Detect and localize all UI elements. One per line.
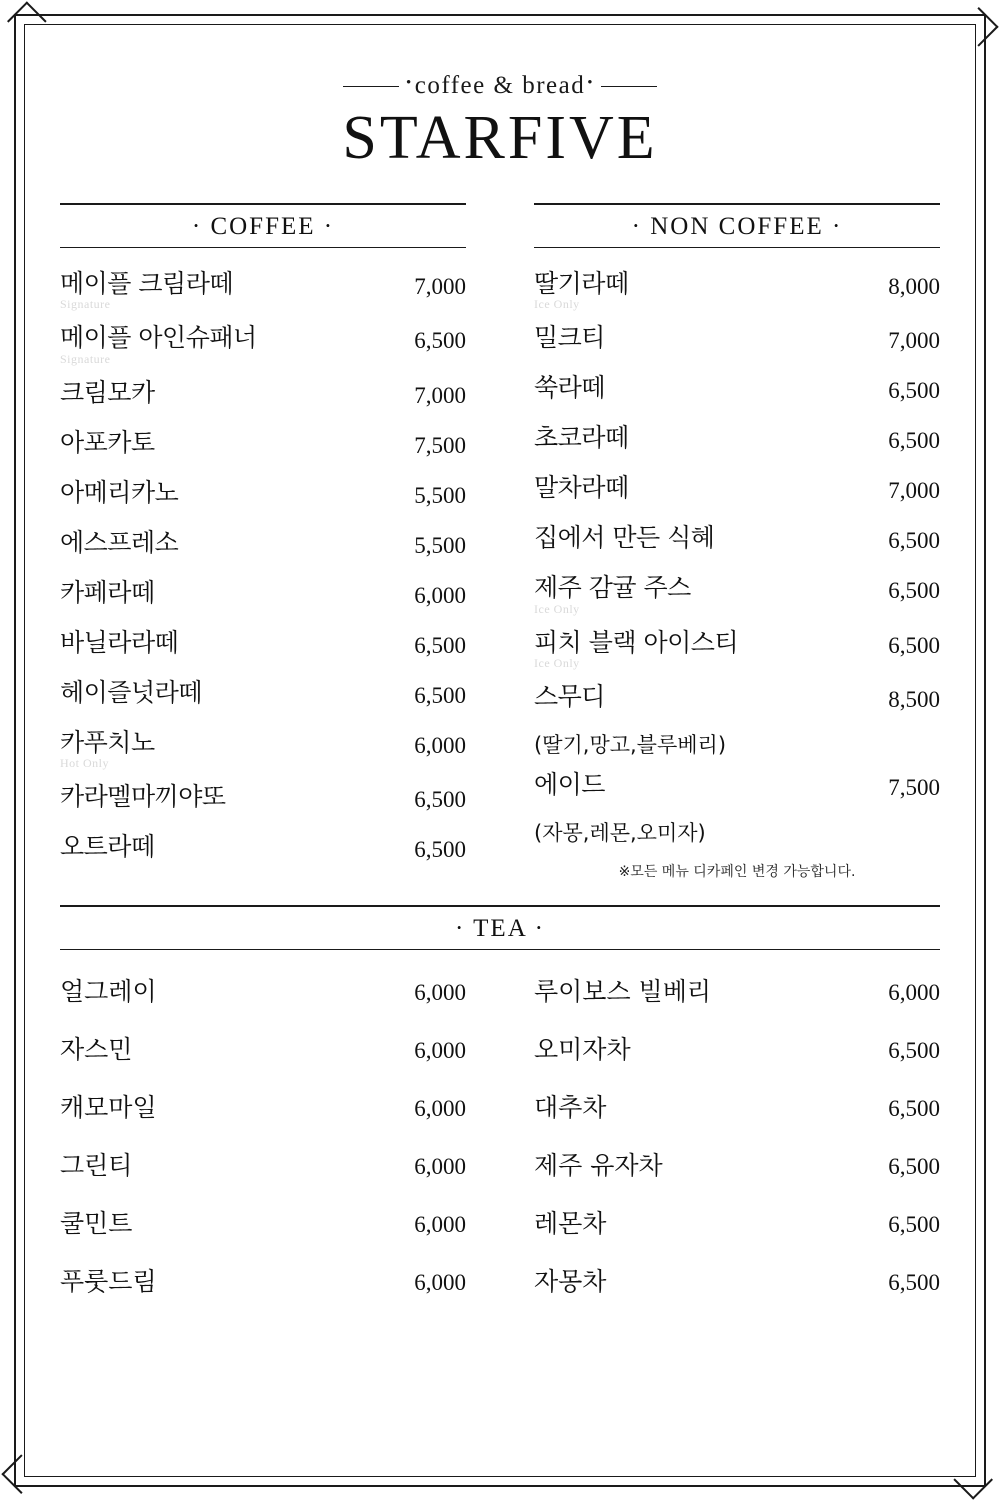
item-price: 7,500	[888, 774, 940, 800]
list-item	[60, 627, 466, 667]
list-item	[534, 522, 940, 562]
item-name: 오미자차	[534, 1034, 631, 1064]
item-price: 6,500	[414, 836, 466, 862]
item-name: 얼그레이	[60, 976, 157, 1006]
item-price: 6,500	[888, 632, 940, 658]
item-name: 메이플 크림라떼	[60, 269, 233, 299]
top-columns	[60, 203, 940, 881]
item-name: 캐모마일	[60, 1092, 157, 1122]
item-name: 대추차	[534, 1092, 607, 1122]
list-item	[534, 422, 940, 462]
section-heading-coffee: · COFFEE ·	[60, 203, 466, 248]
rule-right-icon	[601, 86, 657, 87]
item-name: 자몽차	[534, 1266, 607, 1296]
tea-columns	[60, 972, 940, 1320]
coffee-column	[60, 203, 466, 881]
ade-flavors-note: (자몽,레몬,오미자)	[534, 820, 706, 845]
item-price: 6,000	[888, 979, 940, 1005]
item-price: 6,000	[414, 1095, 466, 1121]
list-item	[534, 572, 940, 616]
item-price: 6,500	[414, 328, 466, 354]
item-name: 레몬차	[534, 1208, 607, 1238]
item-name: 아포카토	[60, 427, 155, 457]
item-name: 루이보스 빌베리	[534, 976, 711, 1006]
item-price: 6,500	[888, 1269, 940, 1295]
list-item	[534, 322, 940, 362]
item-price: 5,500	[414, 482, 466, 508]
item-name: 에스프레소	[60, 527, 179, 557]
corner-ornament-top-left	[10, 10, 36, 36]
list-item	[60, 1262, 466, 1298]
item-price: 6,500	[414, 786, 466, 812]
item-name: 피치 블랙 아이스티	[534, 627, 739, 657]
item-name: 오트라떼	[60, 831, 155, 861]
list-item	[60, 781, 466, 821]
item-name: 초코라떼	[534, 423, 629, 453]
item-name: 카푸치노	[60, 727, 155, 757]
item-name: 카라멜마끼야또	[60, 781, 226, 811]
item-name: 카페라떼	[60, 577, 155, 607]
list-item	[534, 769, 940, 809]
menu-content	[60, 48, 940, 1453]
list-item	[534, 268, 940, 312]
item-price: 6,500	[888, 1095, 940, 1121]
item-price: 6,500	[888, 1153, 940, 1179]
item-price: 6,000	[414, 1153, 466, 1179]
item-price: 6,500	[888, 528, 940, 554]
tea-section	[60, 905, 940, 1320]
item-price: 5,500	[414, 532, 466, 558]
list-item	[534, 972, 940, 1008]
corner-ornament-bottom-left	[10, 1465, 36, 1491]
decaf-footnote: ※모든 메뉴 디카페인 변경 가능합니다.	[618, 863, 856, 880]
brand-subtitle	[60, 72, 940, 100]
item-price: 7,000	[414, 274, 466, 300]
list-item	[534, 1204, 940, 1240]
list-item	[60, 527, 466, 567]
item-name: 밀크티	[534, 323, 605, 353]
non-coffee-column	[534, 203, 940, 881]
list-item	[534, 372, 940, 412]
list-item	[534, 1088, 940, 1124]
list-item	[534, 681, 940, 721]
item-name: 쿨민트	[60, 1208, 133, 1238]
list-item	[60, 831, 466, 871]
item-price: 7,000	[888, 328, 940, 354]
list-item	[60, 1030, 466, 1066]
section-heading-tea: · TEA ·	[60, 905, 940, 950]
item-name: 에이드	[534, 769, 605, 799]
item-tag: Ice Only	[534, 297, 580, 312]
item-price: 6,000	[414, 732, 466, 758]
item-price: 6,500	[414, 682, 466, 708]
brand-subtitle-text: coffee & bread	[414, 72, 586, 99]
item-name: 집에서 만든 식혜	[534, 523, 715, 553]
tea-column-right	[534, 972, 940, 1320]
rule-left-icon	[343, 86, 399, 87]
item-name: 말차라떼	[534, 473, 629, 503]
item-name: 바닐라라떼	[60, 627, 179, 657]
item-price: 6,500	[888, 378, 940, 404]
item-name: 메이플 아인슈패너	[60, 323, 257, 353]
item-price: 6,500	[414, 632, 466, 658]
section-heading-non-coffee: · NON COFFEE ·	[534, 203, 940, 248]
item-tag: Signature	[60, 297, 111, 312]
list-item	[60, 477, 466, 517]
list-item	[60, 577, 466, 617]
item-price: 6,500	[888, 578, 940, 604]
list-item	[60, 1146, 466, 1182]
item-price: 7,500	[414, 432, 466, 458]
item-name: 푸룻드림	[60, 1266, 157, 1296]
item-name: 헤이즐넛라떼	[60, 677, 202, 707]
item-price: 6,000	[414, 1037, 466, 1063]
list-item	[60, 1204, 466, 1240]
list-item	[60, 322, 466, 366]
item-price: 8,000	[888, 274, 940, 300]
item-price: 7,000	[414, 382, 466, 408]
item-price: 7,000	[888, 478, 940, 504]
page-title: STARFIVE	[342, 104, 658, 172]
list-item	[534, 472, 940, 512]
non-coffee-items	[534, 268, 940, 881]
list-item	[60, 677, 466, 717]
item-price: 6,000	[414, 1211, 466, 1237]
item-price: 8,500	[888, 686, 940, 712]
item-name: 자스민	[60, 1034, 133, 1064]
item-tag: Hot Only	[60, 755, 109, 770]
item-price: 6,000	[414, 979, 466, 1005]
coffee-items	[60, 268, 466, 871]
item-price: 6,000	[414, 1269, 466, 1295]
item-tag: Signature	[60, 351, 111, 366]
item-price: 6,500	[888, 428, 940, 454]
item-name: 제주 감귤 주스	[534, 573, 691, 603]
list-item	[60, 727, 466, 771]
item-name: 제주 유자차	[534, 1150, 663, 1180]
item-price: 6,500	[888, 1037, 940, 1063]
list-item	[534, 1146, 940, 1182]
list-item	[60, 268, 466, 312]
item-name: 딸기라떼	[534, 269, 629, 299]
list-item	[60, 377, 466, 417]
corner-ornament-top-right	[964, 10, 990, 36]
item-name: 크림모카	[60, 377, 155, 407]
item-name: 아메리카노	[60, 477, 179, 507]
list-item	[534, 1262, 940, 1298]
corner-ornament-bottom-right	[964, 1465, 990, 1491]
list-item	[534, 1030, 940, 1066]
item-name: 스무디	[534, 681, 605, 711]
list-item	[60, 427, 466, 467]
item-tag: Ice Only	[534, 601, 580, 616]
list-item	[60, 972, 466, 1008]
item-tag: Ice Only	[534, 655, 580, 670]
tea-column-left	[60, 972, 466, 1320]
item-price: 6,500	[888, 1211, 940, 1237]
list-item	[534, 627, 940, 671]
item-price: 6,000	[414, 582, 466, 608]
item-name: 쑥라떼	[534, 373, 605, 403]
smoothie-flavors-note: (딸기,망고,블루베리)	[534, 732, 727, 757]
item-name: 그린티	[60, 1150, 133, 1180]
list-item	[60, 1088, 466, 1124]
